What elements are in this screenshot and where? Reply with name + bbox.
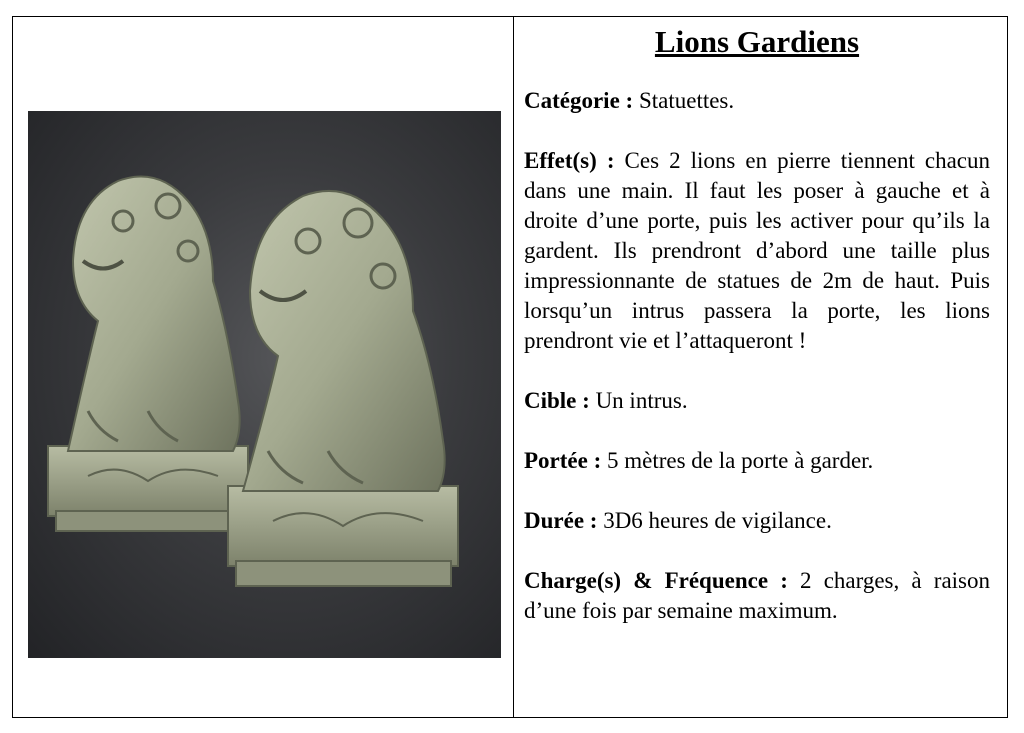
field-cible	[524, 386, 990, 416]
lion-statues-image	[28, 111, 501, 658]
field-portee	[524, 446, 990, 476]
field-value: 3D6 heures de vigilance.	[603, 508, 832, 533]
item-card	[12, 16, 1008, 718]
field-label: Catégorie :	[524, 88, 634, 113]
text-column	[514, 17, 1007, 717]
field-value: 2 charges, à raison d’une fois par semaine maximum.	[524, 568, 991, 623]
lion-statues-illustration	[28, 111, 501, 658]
image-column	[13, 17, 514, 717]
field-value: Statuettes.	[638, 88, 735, 113]
field-label: Durée :	[524, 508, 598, 533]
field-label: Charge(s) & Fréquence :	[524, 568, 788, 593]
field-value: 5 mètres de la porte à garder.	[607, 448, 874, 473]
field-label: Portée :	[524, 448, 602, 473]
field-duree	[524, 506, 990, 536]
field-charges	[524, 566, 990, 626]
field-effets	[524, 146, 990, 356]
lion-statue-right	[228, 191, 458, 586]
field-categorie	[524, 86, 990, 116]
field-label: Effet(s) :	[524, 148, 615, 173]
item-title: Lions Gardiens	[654, 24, 860, 59]
field-value: Un intrus.	[595, 388, 688, 413]
lion-statue-left	[48, 177, 248, 532]
field-value: Ces 2 lions en pierre tiennent chacun dans une main. Il faut les poser à gauche et à droite d’une porte, puis les activer pour qu’ils la gardent. Ils prendront d’abord une taille plus impressionnante de statues de 2m de haut. Puis lorsqu’un intrus passera la porte, les lions prendront vie et l’attaqueront !	[524, 148, 990, 353]
field-label: Cible :	[524, 388, 590, 413]
